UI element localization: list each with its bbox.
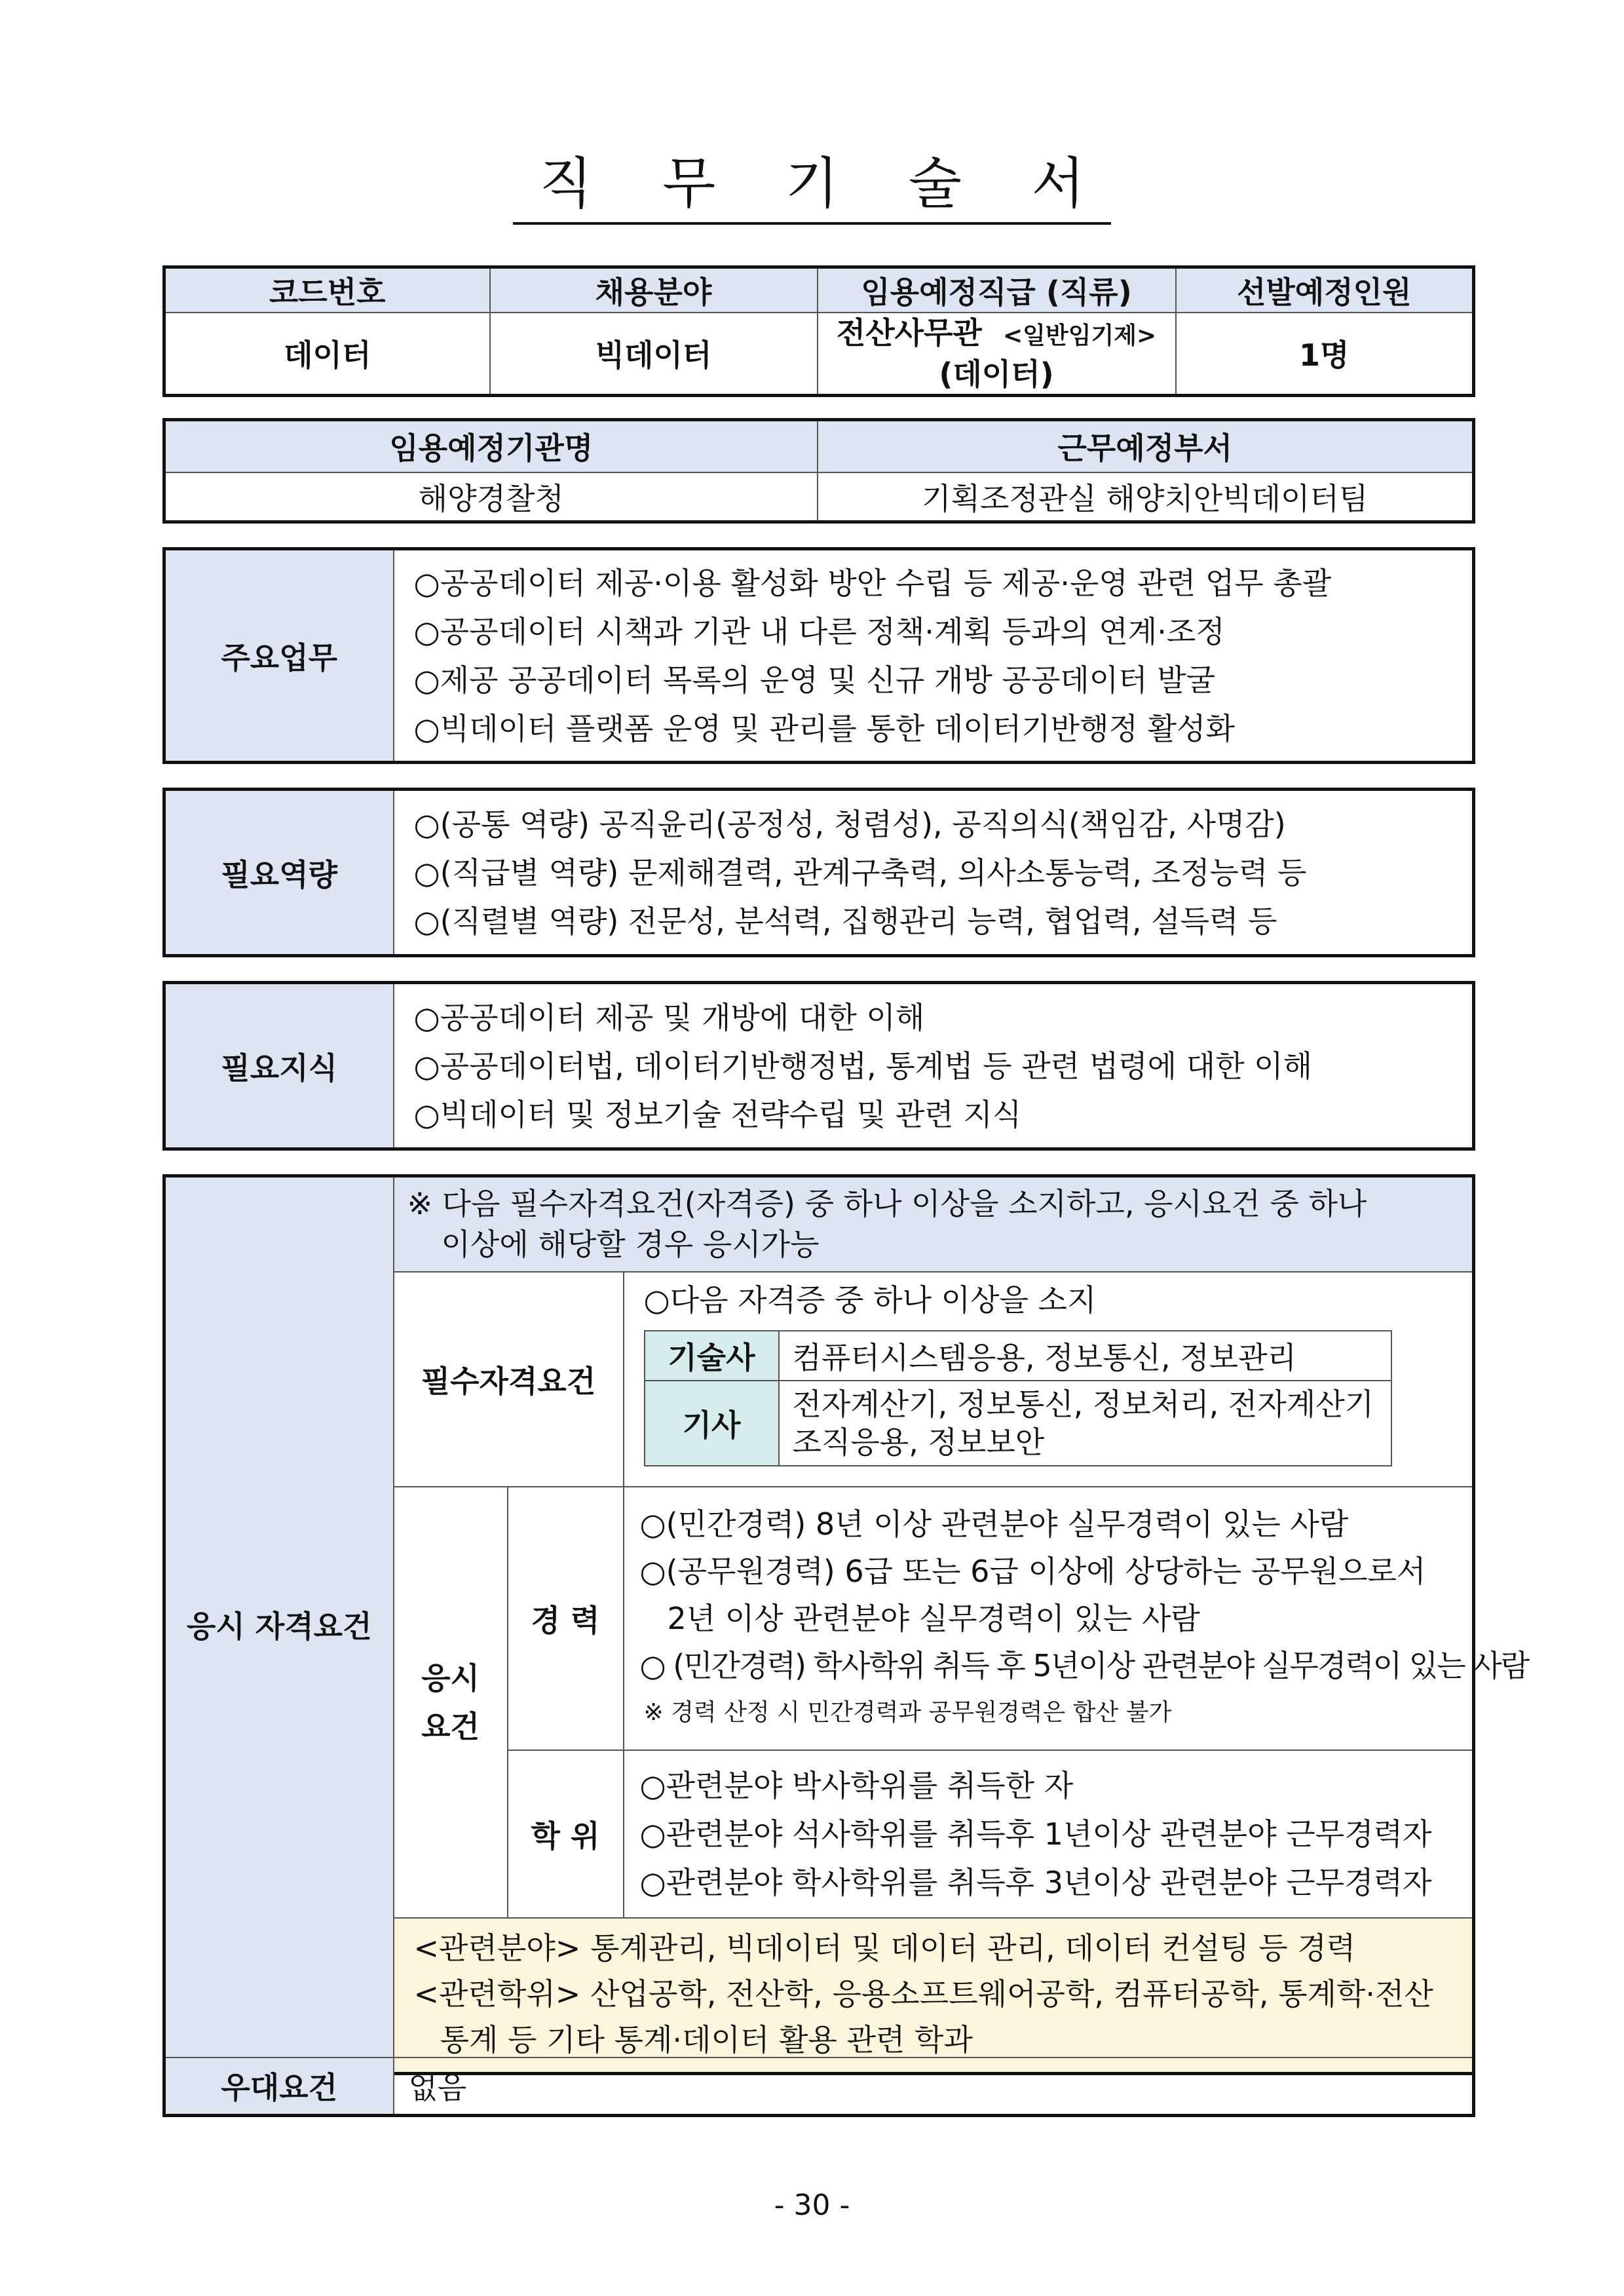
list-item: ○(민간경력) 8년 이상 관련분야 실무경력이 있는 사람 <box>639 1506 1349 1542</box>
requirement-label-line: 응시 <box>421 1660 480 1696</box>
cert-grade: 기술사 <box>645 1331 779 1381</box>
agency-value: 해양경찰청 <box>164 472 818 522</box>
header-code: 코드번호 <box>164 267 490 313</box>
duties-label: 주요업무 <box>164 549 394 763</box>
list-item: ○(직렬별 역량) 전문성, 분석력, 집행관리 능력, 협업력, 설득력 등 <box>413 903 1277 939</box>
position-info-table <box>162 265 1475 397</box>
related-major-line: 통계 등 기타 통계·데이터 활용 관련 학과 <box>440 2021 973 2057</box>
list-item: ○제공 공공데이터 목록의 운영 및 신규 개방 공공데이터 발굴 <box>413 662 1216 698</box>
organization-table <box>162 418 1475 524</box>
competencies-table <box>162 788 1475 957</box>
header-field: 채용분야 <box>490 267 818 313</box>
list-item: ○관련분야 석사학위를 취득후 1년이상 관련분야 근무경력자 <box>639 1816 1432 1852</box>
grade-value <box>818 313 1176 395</box>
list-item: ○관련분야 박사학위를 취득한 자 <box>639 1767 1074 1803</box>
header-count: 선발예정인원 <box>1176 267 1474 313</box>
header-department: 근무예정부서 <box>818 420 1474 472</box>
note-line-1: ※ 다음 필수자격요건(자격증) 중 하나 이상을 소지하고, 응시요건 중 하나 <box>407 1186 1367 1222</box>
competencies-label: 필요역량 <box>164 790 394 956</box>
preference-value: 없음 <box>394 2057 1474 2115</box>
qualification-table <box>162 1174 1529 2075</box>
list-item: ○공공데이터 제공 및 개방에 대한 이해 <box>413 999 925 1035</box>
related-field-line: <관련분야> 통계관리, 빅데이터 및 데이터 관리, 데이터 컨설팅 등 경력 <box>413 1930 1356 1966</box>
list-item: ○공공데이터 제공·이용 활성화 방안 수립 등 제공·운영 관련 업무 총괄 <box>413 565 1332 601</box>
qualification-label: 응시 자격요건 <box>164 1176 394 2074</box>
cert-list <box>779 1381 1391 1466</box>
related-major-line: <관련학위> 산업공학, 전산학, 응용소프트웨어공학, 컴퓨터공학, 통계학·전산 <box>413 1976 1433 2012</box>
grade-note: <일반임기제> <box>1002 322 1157 349</box>
knowledge-label: 필요지식 <box>164 983 394 1149</box>
grade-main: 전산사무관 <box>836 315 982 351</box>
cert-cell <box>624 1272 1474 1487</box>
degree-list <box>624 1750 1474 1918</box>
list-item: ○(공무원경력) 6급 또는 6급 이상에 상당하는 공무원으로서 <box>639 1553 1426 1589</box>
competencies-list <box>394 790 1474 956</box>
page-title: 직 무 기 술 서 <box>0 147 1624 225</box>
preference-label: 우대요건 <box>164 2057 394 2115</box>
department-value: 기획조정관실 해양치안빅데이터팀 <box>818 472 1474 522</box>
duties-table <box>162 547 1475 764</box>
note-line-2: 이상에 해당할 경우 응시가능 <box>441 1227 820 1263</box>
duties-list <box>394 549 1474 763</box>
list-item: 2년 이상 관련분야 실무경력이 있는 사람 <box>667 1600 1200 1636</box>
cert-intro: ○다음 자격증 중 하나 이상을 소지 <box>643 1282 1097 1318</box>
code-value: 데이터 <box>164 313 490 395</box>
list-item: ○ (민간경력) 학사학위 취득 후 5년이상 관련분야 실무경력이 있는 사람 <box>639 1647 1529 1683</box>
list-item: ○공공데이터법, 데이터기반행정법, 통계법 등 관련 법령에 대한 이해 <box>413 1048 1313 1084</box>
page-number: - 30 - <box>774 2189 850 2222</box>
list-item: ○(직급별 역량) 문제해결력, 관계구축력, 의사소통능력, 조정능력 등 <box>413 854 1307 890</box>
cert-label: 필수자격요건 <box>394 1272 624 1487</box>
cert-line: 전자계산기, 정보통신, 정보처리, 전자계산기 <box>792 1386 1374 1422</box>
knowledge-table <box>162 981 1475 1151</box>
career-note: ※ 경력 산정 시 민간경력과 공무원경력은 합산 불가 <box>643 1698 1172 1726</box>
career-list <box>624 1487 1529 1750</box>
header-grade: 임용예정직급 (직류) <box>818 267 1176 313</box>
cert-list: 컴퓨터시스템응용, 정보통신, 정보관리 <box>779 1331 1391 1381</box>
requirement-label-line: 요건 <box>421 1708 480 1744</box>
preference-table <box>162 2057 1475 2117</box>
related-fields <box>394 1918 1474 2074</box>
field-value: 빅데이터 <box>490 313 818 395</box>
header-agency: 임용예정기관명 <box>164 420 818 472</box>
list-item: ○공공데이터 시책과 기관 내 다른 정책·계획 등과의 연계·조정 <box>413 613 1225 649</box>
list-item: ○(공통 역량) 공직윤리(공정성, 청렴성), 공직의식(책임감, 사명감) <box>413 806 1286 842</box>
requirement-label <box>394 1487 508 1918</box>
list-item: ○빅데이터 플랫폼 운영 및 관리를 통한 데이터기반행정 활성화 <box>413 710 1235 746</box>
count-value: 1명 <box>1176 313 1474 395</box>
cert-line: 조직응용, 정보보안 <box>792 1424 1045 1460</box>
cert-table <box>644 1330 1392 1466</box>
list-item: ○관련분야 학사학위를 취득후 3년이상 관련분야 근무경력자 <box>639 1864 1432 1900</box>
career-label: 경 력 <box>508 1487 624 1750</box>
knowledge-list <box>394 983 1474 1149</box>
qualification-note <box>394 1176 1474 1272</box>
grade-sub: (데이터) <box>939 356 1054 392</box>
degree-label: 학 위 <box>508 1750 624 1918</box>
cert-grade: 기사 <box>645 1381 779 1466</box>
list-item: ○빅데이터 및 정보기술 전략수립 및 관련 지식 <box>413 1096 1022 1132</box>
